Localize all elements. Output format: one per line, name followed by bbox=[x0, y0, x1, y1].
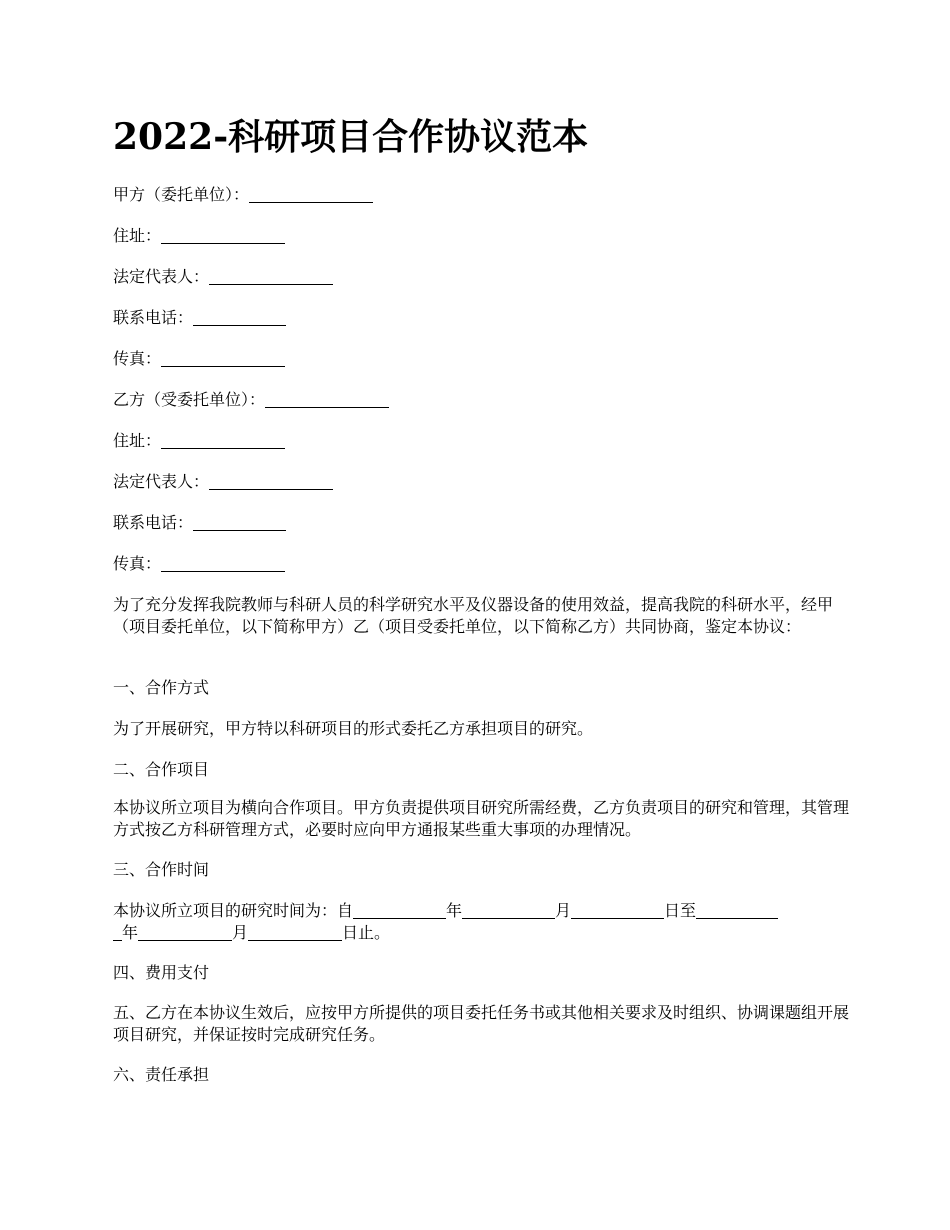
party-a-phone-blank bbox=[193, 309, 286, 326]
day-to-label: 日至 bbox=[664, 901, 697, 920]
party-b-phone-line bbox=[113, 512, 286, 534]
party-b-name-blank bbox=[265, 391, 389, 408]
party-a-fax-blank bbox=[161, 350, 285, 367]
end-year-blank-part-1 bbox=[696, 902, 778, 919]
party-b-fax-blank bbox=[161, 555, 285, 572]
section-3-body-line-2 bbox=[113, 922, 390, 944]
party-b-rep-line bbox=[113, 471, 333, 493]
section-3-body-line-1 bbox=[113, 900, 778, 922]
section-6-heading: 六、责任承担 bbox=[113, 1065, 210, 1084]
party-b-fax-label: 传真： bbox=[113, 554, 162, 573]
party-a-address-label: 住址： bbox=[113, 226, 162, 245]
start-month-label: 月 bbox=[555, 901, 572, 920]
start-year-label: 年 bbox=[446, 901, 463, 920]
party-a-rep-blank bbox=[209, 268, 333, 285]
party-b-rep-label: 法定代表人： bbox=[113, 472, 210, 491]
section-1-heading: 一、合作方式 bbox=[113, 678, 210, 697]
party-b-phone-label: 联系电话： bbox=[113, 513, 194, 532]
party-b-name-line bbox=[113, 389, 389, 411]
party-a-name-label: 甲方（委托单位）： bbox=[113, 185, 250, 204]
party-a-address-blank bbox=[161, 227, 285, 244]
party-b-phone-blank bbox=[193, 514, 286, 531]
document-title: 2022-科研项目合作协议范本 bbox=[113, 116, 589, 158]
party-b-address-line bbox=[113, 430, 285, 452]
party-a-rep-line bbox=[113, 266, 333, 288]
intro-paragraph: 为了充分发挥我院教师与科研人员的科学研究水平及仪器设备的使用效益，提高我院的科研水平，经甲（项目委托单位，以下简称甲方）乙（项目受委托单位，以下简称乙方）共同协商，鉴定本协议： bbox=[113, 595, 834, 636]
party-a-rep-label: 法定代表人： bbox=[113, 267, 210, 286]
time-prefix: 本协议所立项目的研究时间为：自 bbox=[113, 901, 354, 920]
section-1-body: 为了开展研究，甲方特以科研项目的形式委托乙方承担项目的研究。 bbox=[113, 719, 594, 738]
section-5-body: 五、乙方在本协议生效后，应按甲方所提供的项目委托任务书或其他相关要求及时组织、协调课题组开展项目研究，并保证按时完成研究任务。 bbox=[113, 1003, 850, 1044]
party-a-phone-line bbox=[113, 307, 286, 329]
party-a-name-blank bbox=[249, 186, 373, 203]
section-2-heading: 二、合作项目 bbox=[113, 760, 210, 779]
end-year-label: 年 bbox=[122, 923, 139, 942]
party-b-name-label: 乙方（受委托单位）： bbox=[113, 390, 266, 409]
end-month-blank bbox=[138, 924, 232, 941]
start-day-blank bbox=[571, 902, 664, 919]
end-year-blank-part-2 bbox=[113, 924, 122, 941]
party-a-fax-label: 传真： bbox=[113, 349, 162, 368]
section-3-heading: 三、合作时间 bbox=[113, 860, 210, 879]
party-b-address-label: 住址： bbox=[113, 431, 162, 450]
section-2-body: 本协议所立项目为横向合作项目。甲方负责提供项目研究所需经费，乙方负责项目的研究和管理，其管理方式按乙方科研管理方式，必要时应向甲方通报某些重大事项的办理情况。 bbox=[113, 798, 850, 839]
party-b-fax-line bbox=[113, 553, 285, 575]
party-b-rep-blank bbox=[209, 473, 333, 490]
party-a-address-line bbox=[113, 225, 285, 247]
party-a-fax-line bbox=[113, 348, 285, 370]
party-a-phone-label: 联系电话： bbox=[113, 308, 194, 327]
party-a-name-line bbox=[113, 184, 373, 206]
end-month-label: 月 bbox=[232, 923, 249, 942]
end-label: 日止。 bbox=[342, 923, 391, 942]
start-year-blank bbox=[353, 902, 446, 919]
end-day-blank bbox=[248, 924, 342, 941]
section-4-heading: 四、费用支付 bbox=[113, 963, 210, 982]
party-b-address-blank bbox=[161, 432, 285, 449]
start-month-blank bbox=[462, 902, 555, 919]
